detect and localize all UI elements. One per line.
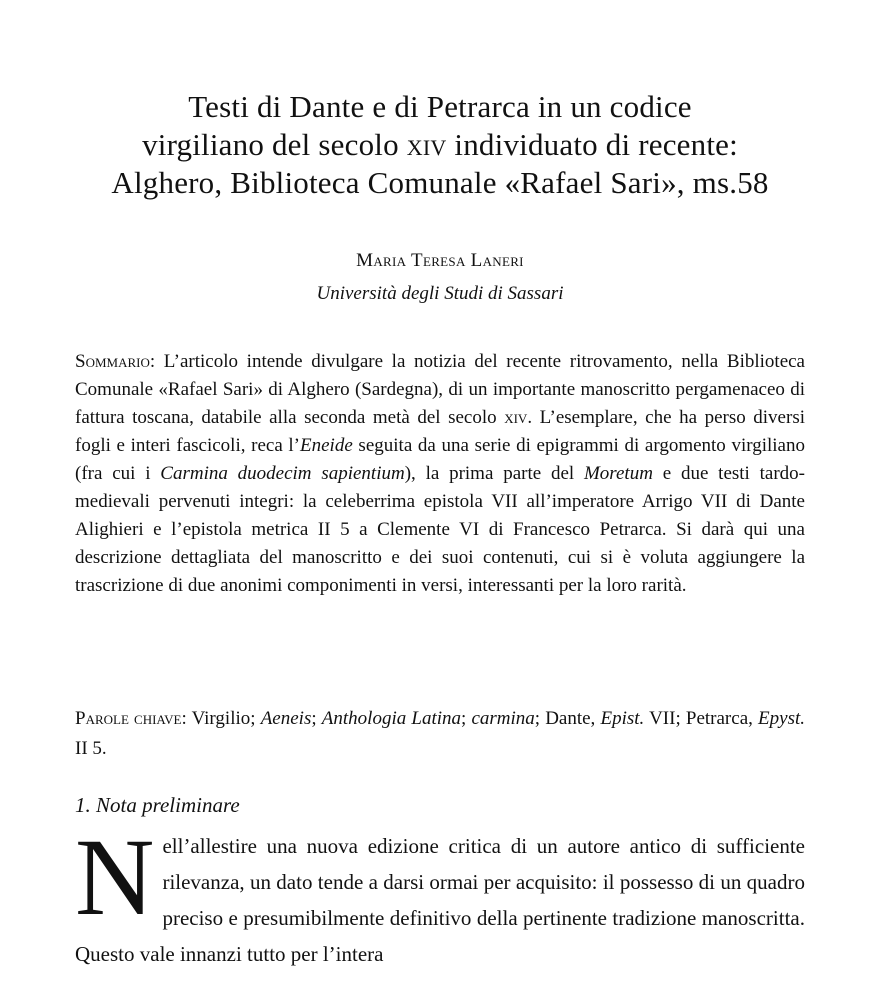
title-line-2-start: virgiliano del secolo — [142, 127, 407, 162]
keywords-text-3: VII; Petrarca, — [644, 708, 759, 729]
drop-cap: N — [75, 816, 155, 938]
keyword-anthologia: Anthologia Latina — [321, 708, 461, 729]
abstract-text-4: ), la prima parte del — [404, 463, 584, 484]
keyword-carmina: carmina — [471, 708, 535, 729]
article-title — [75, 88, 805, 202]
keywords-text-1: : Virgilio; — [181, 708, 261, 729]
title-line-2 — [75, 126, 805, 164]
abstract — [75, 348, 805, 600]
keyword-epist: Epist. — [600, 708, 645, 729]
paper-page — [75, 0, 805, 1000]
abstract-moretum: Moretum — [583, 463, 653, 484]
author-affiliation: Università degli Studi di Sassari — [316, 283, 564, 304]
keywords-sep-1: ; — [311, 708, 322, 729]
abstract-century: xiv — [504, 407, 528, 428]
abstract-label: Sommario — [75, 351, 150, 372]
abstract-carmina: Carmina duodecim sapientium — [160, 463, 405, 484]
keywords-label: Parole chiave — [75, 708, 182, 729]
title-century: xiv — [406, 127, 447, 162]
author-name: Maria Teresa Laneri — [356, 250, 524, 271]
abstract-text-1: : L’articolo intende divulgare la notizia del recente ritrovamento, nella Biblioteca Comunale «Rafael Sari» di Alghero (Sardegna), di un importante manoscritto pergamenaceo di fattura toscana, databile alla seconda metà del secolo — [75, 351, 805, 428]
abstract-text-3: seguita da una serie di epigrammi di argomento virgiliano (fra cui i — [75, 435, 805, 484]
keywords — [75, 704, 805, 764]
keywords-text-2: ; Dante, — [534, 708, 601, 729]
section-body — [75, 816, 805, 972]
abstract-eneide: Eneide — [300, 435, 353, 456]
section-heading: 1. Nota preliminare — [75, 793, 240, 817]
keywords-text-4: II 5. — [75, 738, 107, 759]
abstract-text-2: . L’esemplare, che ha perso diversi fogli e interi fascicoli, reca l’ — [75, 407, 805, 456]
section-body-text: ell’allestire una nuova edizione critica di un autore antico di sufficiente rilevanza, un dato tende a darsi ormai per acquisito: il possesso di un quadro preciso e presumibilmente definitivo della pertinente tradizione manoscritta. Questo vale innanzi tutto per l’intera — [75, 834, 805, 966]
title-line-1: Testi di Dante e di Petrarca in un codice — [188, 89, 692, 124]
abstract-text-5: e due testi tardo-medievali pervenuti integri: la celeberrima epistola VII all’imperatore Arrigo VII di Dante Alighieri e l’epistola metrica II 5 a Clemente VI di Francesco Petrarca. Si darà qui una descrizione dettagliata del manoscritto e dei suoi contenuti, cui si è voluta aggiungere la trascrizione di due anonimi componimenti in versi, interessanti per la loro rarità. — [75, 463, 805, 596]
title-line-2-end: individuato di recente: — [446, 127, 738, 162]
title-line-3: Alghero, Biblioteca Comunale «Rafael Sari», ms.58 — [111, 165, 769, 200]
keyword-epyst: Epyst. — [758, 708, 805, 729]
keywords-sep-2: ; — [461, 708, 472, 729]
keyword-aeneis: Aeneis — [260, 708, 312, 729]
